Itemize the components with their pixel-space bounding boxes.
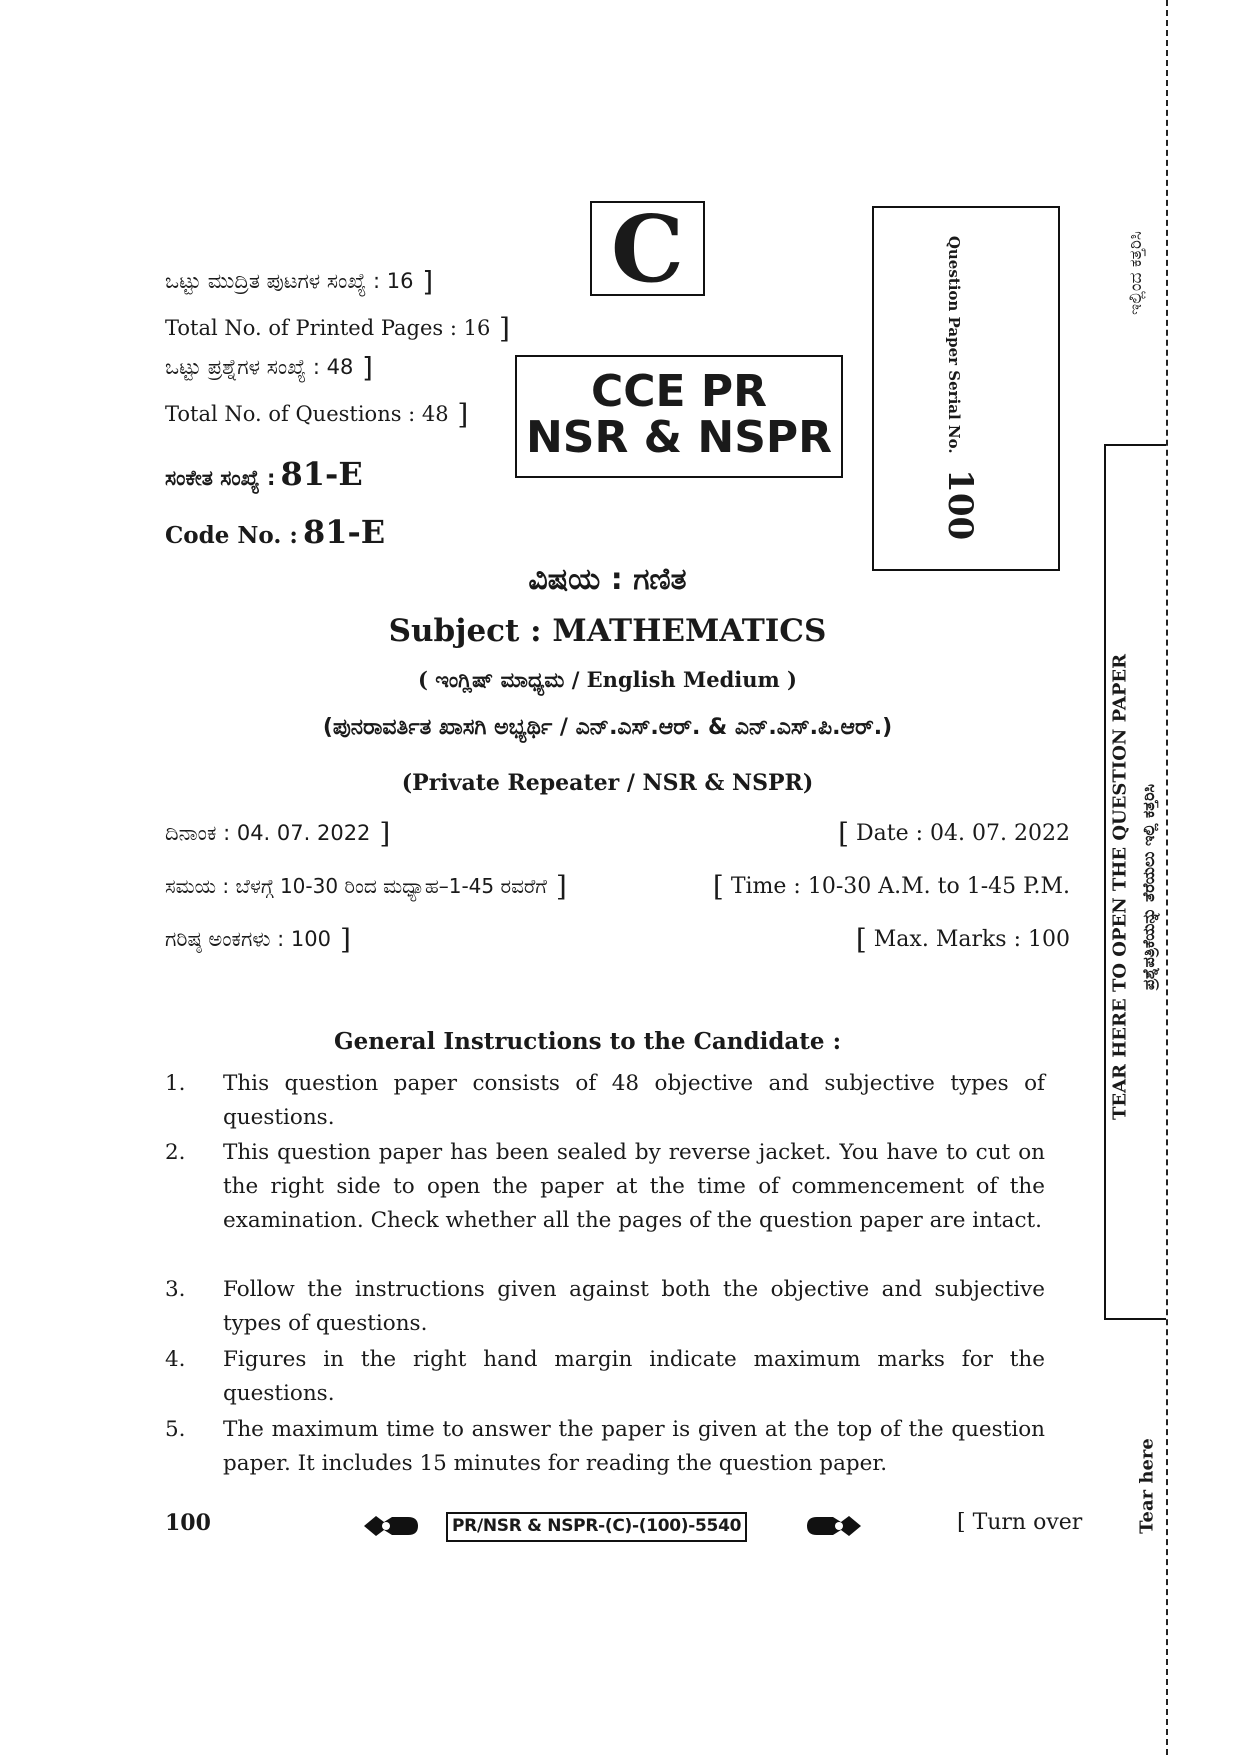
subject-kn: ವಿಷಯ : ಗಣಿತ: [528, 562, 687, 597]
marks-kn: ಗರಿಷ್ಠ ಅಂಕಗಳು : 100 ]: [165, 923, 351, 956]
time-en: [ Time : 10-30 A.M. to 1-45 P.M.: [712, 870, 1070, 903]
code-number-en: Code No. : 81-E: [165, 513, 386, 551]
instructions-title: General Instructions to the Candidate :: [333, 1028, 842, 1055]
printed-pages-kn: ಒಟ್ಟು ಮುದ್ರಿತ ಪುಟಗಳ ಸಂಖ್ಯೆ : 16 ]: [165, 265, 434, 298]
serial-value: 100: [940, 469, 980, 541]
date-en: [ Date : 04. 07. 2022: [838, 817, 1070, 850]
ornament-left-icon: [362, 1508, 422, 1544]
total-questions-kn: ಒಟ್ಟು ಪ್ರಶ್ನೆಗಳ ಸಂಖ್ಯೆ : 48 ]: [165, 351, 373, 384]
footer-code: PR/NSR & NSPR-(C)-(100)-5540: [446, 1512, 747, 1542]
exam-title-box: [515, 355, 843, 478]
instruction-item: 2. This question paper has been sealed by reverse jacket. You have to cut on the right side to open the paper at the time of commencement of the examination. Check whether all the pages of the question paper are intact.: [165, 1140, 1045, 1233]
subject-en: Subject : MATHEMATICS: [388, 613, 827, 649]
instruction-item: 3. Follow the instructions given against both the objective and subjective types of questions.: [165, 1277, 1045, 1336]
version-box: [590, 194, 705, 303]
instruction-item: 1. This question paper consists of 48 objective and subjective types of questions.: [165, 1071, 1045, 1130]
footer-page-number: 100: [165, 1510, 211, 1536]
serial-label: Question Paper Serial No.: [945, 235, 963, 454]
tear-dashed-line: [1166, 0, 1168, 1755]
code-number-kn: ಸಂಕೇತ ಸಂಖ್ಯೆ : 81-E: [165, 455, 363, 493]
exam-line-2: NSR & NSPR: [525, 412, 833, 463]
date-kn: ದಿನಾಂಕ : 04. 07. 2022 ]: [165, 817, 391, 850]
medium-line: ( ಇಂಗ್ಲಿಷ್ ಮಾಧ್ಯಮ / English Medium ): [417, 667, 797, 692]
category-en: (Private Repeater / NSR & NSPR): [401, 770, 814, 796]
category-kn: (ಪುನರಾವರ್ತಿತ ಖಾಸಗಿ ಅಭ್ಯರ್ಥಿ / ಎನ್.ಎಸ್.ಆರ್. & ಎನ್.ಎಸ್.ಪಿ.ಆರ್.): [322, 715, 893, 740]
instruction-item: 4. Figures in the right hand margin indicate maximum marks for the questions.: [165, 1347, 1045, 1406]
total-questions-en: Total No. of Questions : 48 ]: [165, 398, 469, 431]
instruction-item: 5. The maximum time to answer the paper is given at the top of the question paper. It includes 15 minutes for reading the question paper.: [165, 1417, 1045, 1476]
turn-over: [ Turn over: [957, 1510, 1083, 1535]
printed-pages-en: Total No. of Printed Pages : 16 ]: [165, 312, 510, 345]
version-letter: C: [610, 194, 685, 303]
exam-line-1: CCE PR: [590, 366, 768, 417]
marks-en: [ Max. Marks : 100: [855, 923, 1070, 956]
ornament-right-icon: [803, 1508, 863, 1544]
time-kn: ಸಮಯ : ಬೆಳಗ್ಗೆ 10-30 ರಿಂದ ಮಧ್ಯಾಹ–1-45 ರವರೆಗೆ ]: [165, 870, 567, 903]
